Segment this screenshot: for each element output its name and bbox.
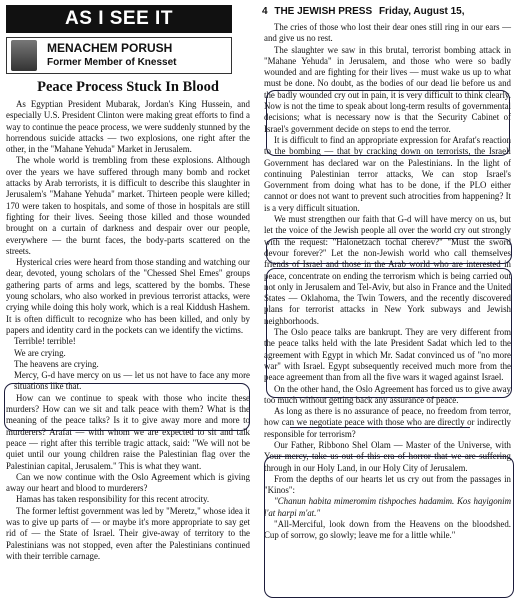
paragraph: From the depths of our hearts let us cry out from the passages in "Kinos": (264, 473, 511, 496)
paragraph: Can we now continue with the Oslo Agreement which is giving away our heart and blood to murderers? (6, 471, 250, 494)
paragraph: The cries of those who lost their dear ones still ring in our ears — and give us no rest. (264, 22, 511, 44)
column-logo: AS I SEE IT (6, 5, 232, 33)
right-column (264, 22, 511, 542)
paragraph: The former leftist government was led by "Meretz," whose idea it was to give up parts of — or maybe it's more appropriate to say get rid of — the State of Israel. Their give-away of territory to the Palestinians was not stopped, even after the Palestinians continued with their terrible carnage. (6, 505, 250, 561)
issue-date: Friday, August 15, (378, 6, 465, 17)
masthead (262, 4, 512, 20)
verse-line: Mercy, G-d have mercy on us — let us not have to face any more situations like that. (14, 370, 250, 392)
left-column (6, 99, 250, 562)
paragraph: The slaughter we saw in this brutal, terrorist bombing attack in "Mahane Yehuda" in Jerusalem, and those who were so badly wounded and are fighting for their lives — must wake us up to what must be done. No doubt, as the bodies of our dead lie before us and the badly wounded cry out in pain, it is very difficult to think clearly. Now is not the time to speak about long-term results of governmental decisions; what is necessary now is that the Security Cabinet of Israel's government decide on steps to end the terror. (264, 44, 511, 134)
paragraph: As Egyptian President Mubarak, Jordan's King Hussein, and especially U.S. President Clinton were making great efforts to find a way to continue the peace process, we were suddenly stunned by the horrendous suicide attacks — two explosions, one right after the other, in the "Mahane Yehuda" Market in Jerusalem. (6, 99, 250, 155)
paper-name: THE JEWISH PRESS (274, 6, 373, 17)
author-photo (11, 40, 37, 71)
paragraph: On the other hand, the Oslo Agreement has forced us to give away too much without getting back any assurance of peace. (264, 383, 511, 405)
lament-verse (6, 336, 250, 392)
author-role: Former Member of Knesset (47, 57, 177, 68)
verse-line: Terrible! terrible! (14, 336, 76, 347)
verse-line: We are crying. (14, 347, 66, 358)
paragraph: Hysterical cries were heard from those standing and watching our dear, devoted, young scholars of the "Chessed Shel Emes" groups gathering parts of arms and legs, scattered by the bombs. These young scholars, who also worked in previous terrorist attacks, were crying while doing this holy work, which is a real Kiddush Hashem. It is often difficult to recognize who has been killed, and only by papers and identity card in the pockets can we identify the victims. (6, 257, 250, 335)
paragraph: How can we continue to speak with those who incite these murders? How can we sit and talk peace with them? What is the meaning of the peace talks? Is it to give away more and more to murderers? Arafat — with whom we are expected to sit and talk peace — right after this terrible tragic attack, said: "We will not be quiet until our young children raise the Palestinian flag over the Palestinian capital, Jerusalem." This is what they want. (6, 392, 250, 471)
byline (6, 37, 232, 74)
paragraph: "Chanun habita mimeromim tishpoches hadamim. Kos hayigonim l'at harpi m'at." (264, 496, 511, 518)
paragraph: Our Father, Ribbono Shel Olam — Master of the Universe, with Your mercy, take us out of this era of horror that we are suffering through in our Holy Land, in our Holy City of Jerusalem. (264, 439, 511, 473)
paragraph: Hamas has taken responsibility for this recent atrocity. (16, 494, 210, 505)
paragraph: "All-Merciful, look down from the Heavens on the bloodshed. Cup of sorrow, go slowly; leave me for a little while." (264, 519, 511, 541)
page-number: 4 (262, 6, 268, 17)
paragraph: We must strengthen our faith that G-d will have mercy on us, but let the voice of the Jewish people all over the world cry out strongly with the request: "Halonetzach tochal cherev?" "Must the sword devour forever?" Let the non-Jewish world who call themselves friends of Israel and those in the Arab world who are interested in peace, concentrate on ending the terrorism which is being carried out not only in Jerusalem and Tel-Aviv, but also in France and the United States — Oklahoma, the Twin Towers, and the recently discovered plans for terrorist attacks in New York subways and Jewish neighborhoods. (264, 214, 511, 326)
paragraph: The whole world is trembling from these explosions. Although over the years we have suffered through many bomb and rocket attacks by Arab terrorists, it is difficult to describe this slaughter in Jerusalem's "Mahane Yehuda" market. Thirteen people were killed; 170 were taken to hospitals, and some of those in hospitals are still fighting for their lives. Seeing those killed and those wounded brought on a curtain of darkness and despair over our people, everywhere — the burnt faces, the body-parts scattered on the streets. (6, 155, 250, 256)
verse-line: The heavens are crying. (14, 358, 99, 369)
paragraph: It is difficult to find an appropriate expression for Arafat's reaction to the bombing — that by cracking down on terrorists, the Israeli Government has declared war on the Palestinians. In the light of continuing Palestinian terror attacks, We can stop Israel's Government from doing what has to be done, if the PLO either cannot or does not want to prevent such atrocities from happening? It is a very difficult situation. (264, 134, 511, 213)
author-name: MENACHEM PORUSH (47, 41, 173, 55)
paragraph: As long as there is no assurance of peace, no freedom from terror, how can we negotiate peace with those who are directly or indirectly responsible for terrorism? (264, 406, 511, 439)
paragraph: The Oslo peace talks are bankrupt. They are very different from the peace talks held with the late President Sadat which led to the agreement with Egypt in which Mr. Sadat convinced us of "no more war" with Israel. Egypt subsequently received much more from the peace agreement than from all the five wars it waged against Israel. (264, 327, 511, 383)
article-headline: Peace Process Stuck In Blood (37, 79, 219, 95)
